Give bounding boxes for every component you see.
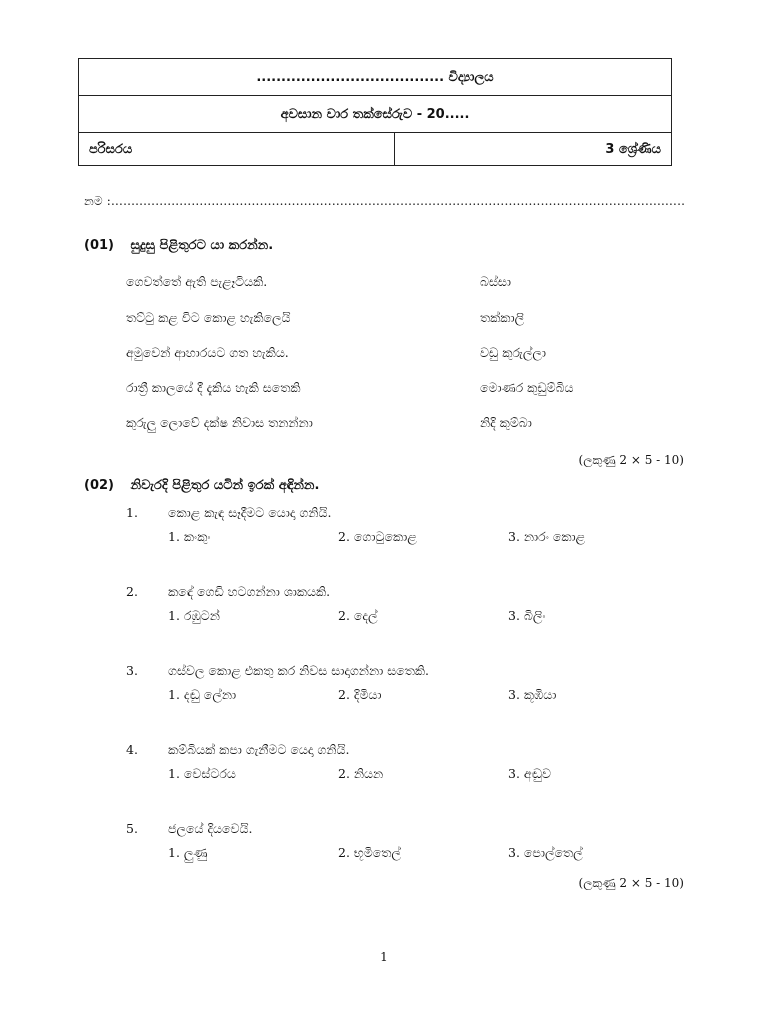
match-left: තට්ටු කළ විට කොළ හැකිලෙයි <box>126 310 291 325</box>
mcq-number: 5. <box>126 821 138 836</box>
q1-number: (01) <box>84 238 114 253</box>
mcq-question: කම්බියක් කපා ගැනීමට යෙදා ගනියි. <box>168 742 350 757</box>
mcq-item <box>126 821 686 865</box>
mcq-item <box>126 663 686 707</box>
match-row <box>126 415 686 431</box>
match-row <box>126 345 686 361</box>
mcq-question: ගස්වල කොළ එකතු කර නිවස සාදාගන්නා සතෙකි. <box>168 663 429 678</box>
match-right: නිදි කුම්බා <box>480 415 532 430</box>
mcq-option: 2. භූමිතෙල් <box>338 845 401 860</box>
match-row <box>126 274 686 290</box>
match-row <box>126 380 686 396</box>
school-row <box>79 59 671 96</box>
mcq-item <box>126 584 686 628</box>
exam-row <box>79 96 671 133</box>
grade-cell: 3 ශ්‍රේණිය <box>605 141 661 157</box>
match-left: රාත්‍රී කාලයේ දී දැකිය හැකි සතෙකි <box>126 380 301 395</box>
mcq-option: 3. කූඹියා <box>508 687 557 702</box>
mcq-option: 1. වෙස්ටරය <box>168 766 236 781</box>
mcq-item <box>126 742 686 786</box>
mcq-number: 1. <box>126 505 138 520</box>
mcq-number: 3. <box>126 663 138 678</box>
match-right: බස්සා <box>480 274 512 289</box>
match-right: වඩු කුරුල්ලා <box>480 345 547 360</box>
match-left: අමුවෙන් ආහාරයට ගත හැකිය. <box>126 345 289 360</box>
name-field: නම :............................................................................................................................................... <box>84 194 686 208</box>
page-number: 1 <box>380 950 388 964</box>
mcq-option: 2. දෙල් <box>338 608 378 623</box>
match-left: කුරුලු ලොවේ දක්ෂ නිවාස තනන්නා <box>126 415 313 430</box>
mcq-option: 1. රඹුටන් <box>168 608 220 623</box>
mcq-question: කඳේ ගෙඩි හටගන්නා ශාකයකි. <box>168 584 331 599</box>
match-right: මොණර කුඩුම්බිය <box>480 380 574 395</box>
q1-title: සුදුසු පිළිතුරට යා කරන්න. <box>130 238 274 253</box>
mcq-option: 3. නාරං කොළ <box>508 529 586 544</box>
mcq-option: 3. පොල්තෙල් <box>508 845 583 860</box>
mcq-option: 2. නියන <box>338 766 384 781</box>
mcq-question: කොළ කැඳ සෑදීමට යොදා ගනියි. <box>168 505 332 520</box>
mcq-number: 4. <box>126 742 138 757</box>
q2-title: නිවැරදි පිළිතුර යටින් ඉරක් අඳින්න. <box>130 478 320 493</box>
mcq-item <box>126 505 686 549</box>
q2-heading <box>84 478 319 493</box>
match-left: ගෙවත්තේ ඇති පැළෑටියකි. <box>126 274 268 289</box>
mcq-option: 1. කංකුං <box>168 529 211 544</box>
exam-title: අවසාන වාර තක්සේරුව - 20..... <box>280 106 470 122</box>
mcq-number: 2. <box>126 584 138 599</box>
q1-marks: (ලකුණු 2 × 5 - 10) <box>578 453 684 467</box>
match-row <box>126 310 686 326</box>
mcq-option: 2. ගොටුකොළ <box>338 529 417 544</box>
subject-cell: පරිසරය <box>79 133 395 165</box>
q2-marks: (ලකුණු 2 × 5 - 10) <box>578 876 684 890</box>
header-table <box>78 58 672 166</box>
q1-heading <box>84 238 273 253</box>
mcq-question: ජලයේ දියවෙයි. <box>168 821 253 836</box>
q2-number: (02) <box>84 478 114 493</box>
mcq-option: 2. දිමියා <box>338 687 382 702</box>
subject-grade-row <box>79 133 671 165</box>
school-name: ...................................... විද්‍යාලය <box>256 69 494 85</box>
match-right: තක්කාලි <box>480 310 525 325</box>
mcq-option: 3. බිලිං <box>508 608 546 623</box>
mcq-option: 3. අඬුව <box>508 766 551 781</box>
mcq-option: 1. දඬු ලේනා <box>168 687 237 702</box>
mcq-option: 1. ලුණු <box>168 845 208 860</box>
